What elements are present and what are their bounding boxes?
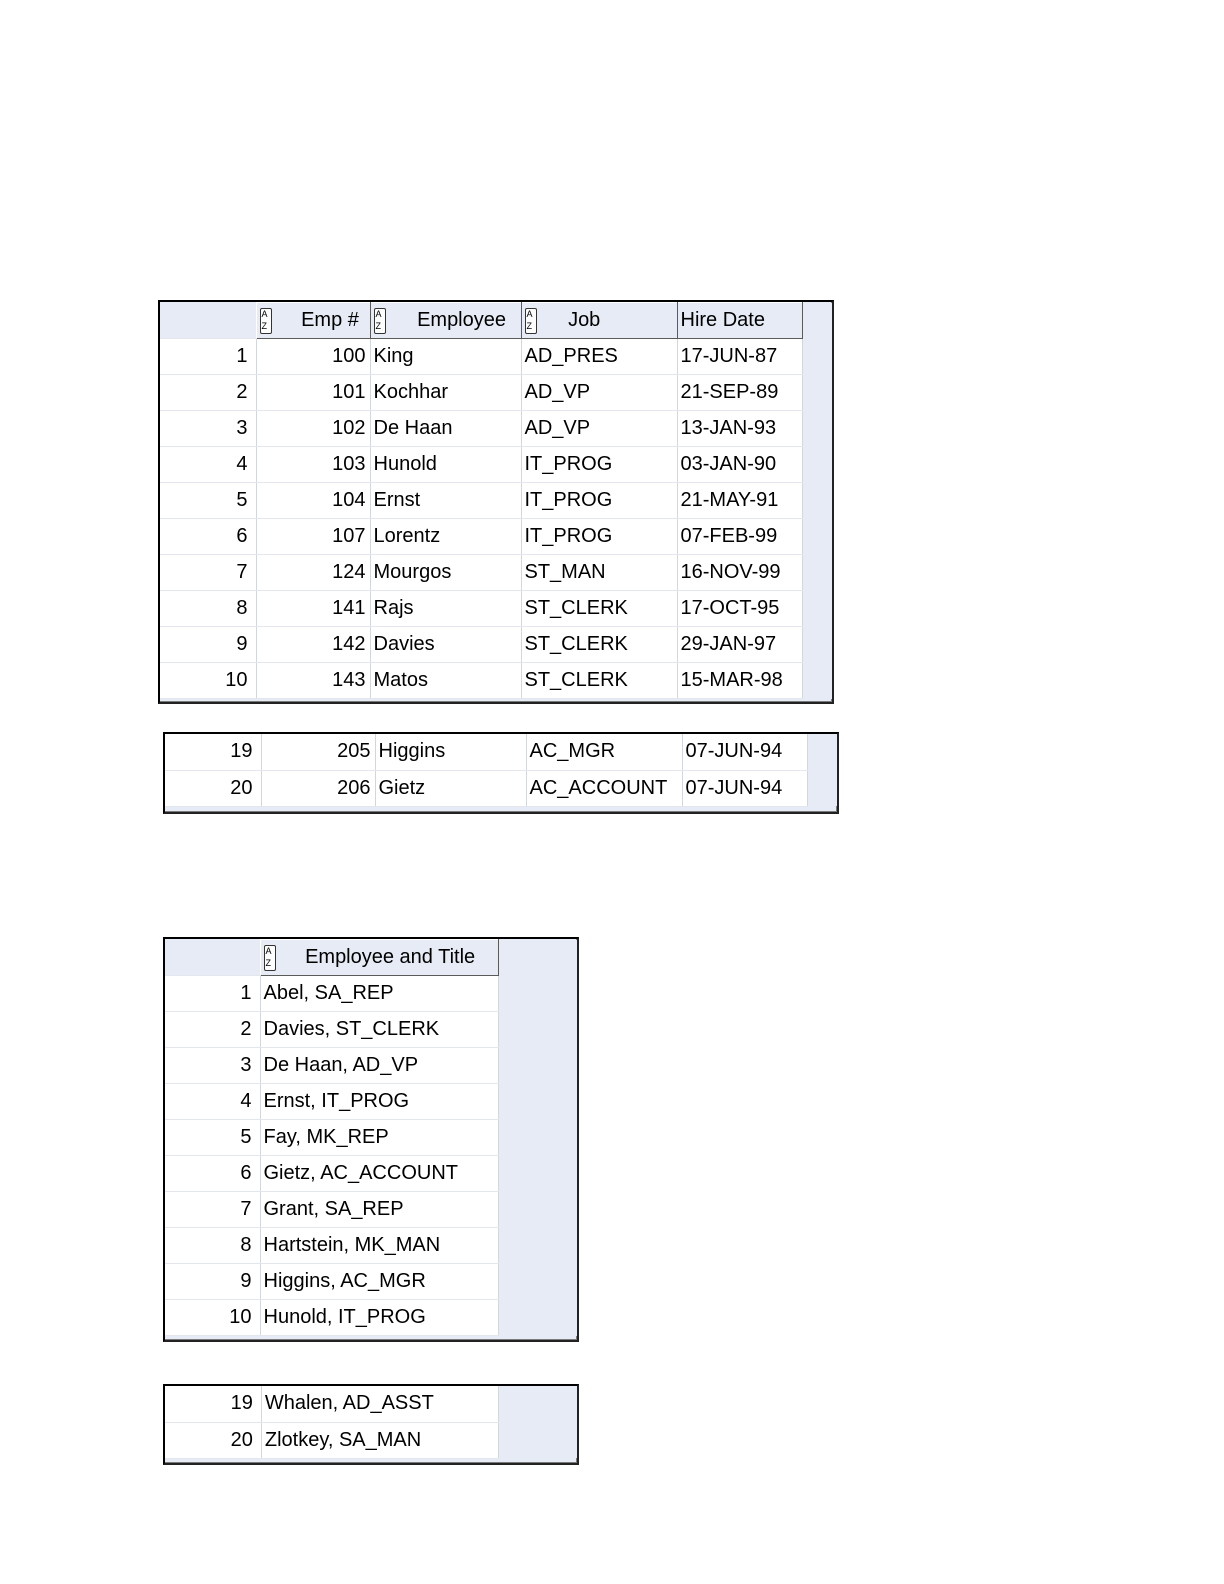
emp-number-cell[interactable]: 205: [261, 734, 375, 770]
row-number: 10: [165, 1300, 260, 1336]
az-sort-icon[interactable]: [525, 308, 537, 334]
job-cell[interactable]: ST_CLERK: [521, 627, 677, 663]
column-header-job[interactable]: [521, 303, 677, 339]
table-row[interactable]: [165, 1084, 577, 1120]
emp-number-cell[interactable]: 104: [256, 483, 370, 519]
grid-filler: [499, 1386, 577, 1422]
employee-name-cell[interactable]: Gietz: [375, 770, 526, 806]
job-cell[interactable]: AD_VP: [521, 375, 677, 411]
table-row[interactable]: [165, 1422, 577, 1458]
row-number: 6: [165, 1156, 260, 1192]
row-number: 2: [165, 1012, 260, 1048]
row-number: 19: [165, 1386, 261, 1422]
emp-number-cell[interactable]: 142: [256, 627, 370, 663]
row-number: 6: [160, 519, 256, 555]
grid-filler: [807, 770, 837, 806]
row-number: 19: [165, 734, 261, 770]
employee-and-title-cell[interactable]: Davies, ST_CLERK: [260, 1012, 498, 1048]
employee-name-cell[interactable]: Matos: [370, 663, 521, 699]
grid-filler: [807, 734, 837, 770]
column-header-employee[interactable]: [370, 303, 521, 339]
emp-number-cell[interactable]: 100: [256, 339, 370, 375]
column-label: Emp #: [301, 309, 359, 331]
job-cell[interactable]: AC_ACCOUNT: [526, 770, 682, 806]
grid-filler: [802, 627, 832, 663]
emp-number-cell[interactable]: 101: [256, 375, 370, 411]
table-row[interactable]: [160, 339, 832, 375]
row-number: 20: [165, 770, 261, 806]
employee-name-cell[interactable]: Higgins: [375, 734, 526, 770]
job-cell[interactable]: AD_PRES: [521, 339, 677, 375]
employee-title-table: [165, 939, 577, 1336]
column-header-emp-number[interactable]: [256, 303, 370, 339]
employee-and-title-cell[interactable]: Zlotkey, SA_MAN: [261, 1422, 498, 1458]
row-number: 1: [165, 976, 260, 1012]
az-sort-icon[interactable]: [374, 308, 386, 334]
employee-title-grid: [163, 937, 579, 1342]
table-row[interactable]: [165, 1228, 577, 1264]
employee-title-table-tail: [165, 1386, 577, 1459]
grid-filler: [499, 1422, 577, 1458]
table-row[interactable]: [160, 663, 832, 699]
grid-filler: [498, 1084, 577, 1120]
employee-name-cell[interactable]: Mourgos: [370, 555, 521, 591]
employee-name-cell[interactable]: Davies: [370, 627, 521, 663]
employee-and-title-cell[interactable]: Abel, SA_REP: [260, 976, 498, 1012]
row-number: 8: [165, 1228, 260, 1264]
row-number: 5: [165, 1120, 260, 1156]
grid-filler: [498, 1048, 577, 1084]
grid-filler: [802, 663, 832, 699]
employee-title-grid-tail: [163, 1384, 579, 1465]
column-header-employee-and-title[interactable]: [260, 940, 498, 976]
hire-date-cell[interactable]: 29-JAN-97: [677, 627, 802, 663]
emp-number-cell[interactable]: 124: [256, 555, 370, 591]
table-row[interactable]: [165, 1012, 577, 1048]
table-row[interactable]: [160, 447, 832, 483]
emp-number-cell[interactable]: 206: [261, 770, 375, 806]
grid-filler: [802, 483, 832, 519]
grid-filler: [498, 1120, 577, 1156]
grid-filler: [498, 1192, 577, 1228]
table-row[interactable]: [160, 519, 832, 555]
grid-filler: [802, 303, 832, 339]
hire-date-cell[interactable]: 17-OCT-95: [677, 591, 802, 627]
row-number: 20: [165, 1422, 261, 1458]
az-sort-icon[interactable]: [264, 945, 276, 971]
job-cell[interactable]: IT_PROG: [521, 483, 677, 519]
grid-filler: [802, 339, 832, 375]
employee-table: [160, 302, 832, 699]
hire-date-cell[interactable]: 07-JUN-94: [682, 770, 807, 806]
grid-filler: [498, 1012, 577, 1048]
grid-filler: [498, 1228, 577, 1264]
job-cell[interactable]: AD_VP: [521, 411, 677, 447]
row-number-header: [165, 940, 260, 976]
row-number: 4: [165, 1084, 260, 1120]
column-label: Hire Date: [680, 309, 765, 332]
grid-filler: [498, 1264, 577, 1300]
grid-filler: [802, 447, 832, 483]
column-label: Employee: [417, 309, 506, 331]
row-number: 5: [160, 483, 256, 519]
hire-date-cell[interactable]: 07-FEB-99: [677, 519, 802, 555]
table-row[interactable]: [165, 976, 577, 1012]
grid-filler: [802, 519, 832, 555]
employee-table-header: [160, 303, 832, 339]
table-row[interactable]: [165, 1120, 577, 1156]
employee-table-tail: [165, 734, 837, 807]
employee-and-title-cell[interactable]: Grant, SA_REP: [260, 1192, 498, 1228]
job-cell[interactable]: IT_PROG: [521, 447, 677, 483]
employee-name-cell[interactable]: Lorentz: [370, 519, 521, 555]
hire-date-cell[interactable]: 21-MAY-91: [677, 483, 802, 519]
employee-and-title-cell[interactable]: Whalen, AD_ASST: [261, 1386, 498, 1422]
table-row[interactable]: [165, 1264, 577, 1300]
job-cell[interactable]: AC_MGR: [526, 734, 682, 770]
column-label: Job: [568, 309, 601, 331]
grid-filler: [802, 555, 832, 591]
employee-results-grid: [158, 300, 834, 704]
table-row[interactable]: [160, 627, 832, 663]
grid-filler: [802, 411, 832, 447]
employee-name-cell[interactable]: King: [370, 339, 521, 375]
emp-number-cell[interactable]: 143: [256, 663, 370, 699]
employee-title-table-header: [165, 940, 577, 976]
employee-name-cell[interactable]: Rajs: [370, 591, 521, 627]
hire-date-cell[interactable]: 21-SEP-89: [677, 375, 802, 411]
row-number: 1: [160, 339, 256, 375]
table-row[interactable]: [160, 591, 832, 627]
employee-name-cell[interactable]: Hunold: [370, 447, 521, 483]
employee-and-title-cell[interactable]: Hartstein, MK_MAN: [260, 1228, 498, 1264]
job-cell[interactable]: ST_MAN: [521, 555, 677, 591]
row-number: 4: [160, 447, 256, 483]
employee-and-title-cell[interactable]: Higgins, AC_MGR: [260, 1264, 498, 1300]
table-row[interactable]: [165, 734, 837, 770]
hire-date-cell[interactable]: 15-MAR-98: [677, 663, 802, 699]
job-cell[interactable]: ST_CLERK: [521, 663, 677, 699]
hire-date-cell[interactable]: 16-NOV-99: [677, 555, 802, 591]
grid-filler: [802, 375, 832, 411]
table-row[interactable]: [165, 1192, 577, 1228]
hire-date-cell[interactable]: 07-JUN-94: [682, 734, 807, 770]
column-label: Employee and Title: [305, 946, 476, 968]
employee-name-cell[interactable]: De Haan: [370, 411, 521, 447]
employee-name-cell[interactable]: Kochhar: [370, 375, 521, 411]
row-number: 3: [165, 1048, 260, 1084]
table-row[interactable]: [160, 555, 832, 591]
column-header-hire-date[interactable]: [677, 303, 802, 339]
table-row[interactable]: [165, 1156, 577, 1192]
employee-and-title-cell[interactable]: Hunold, IT_PROG: [260, 1300, 498, 1336]
emp-number-cell[interactable]: 103: [256, 447, 370, 483]
grid-filler: [802, 591, 832, 627]
grid-filler: [498, 940, 577, 976]
row-number: 7: [160, 555, 256, 591]
az-sort-icon[interactable]: [260, 308, 272, 334]
row-number: 2: [160, 375, 256, 411]
row-number: 9: [165, 1264, 260, 1300]
table-row[interactable]: [165, 770, 837, 806]
employee-and-title-cell[interactable]: De Haan, AD_VP: [260, 1048, 498, 1084]
job-cell[interactable]: ST_CLERK: [521, 591, 677, 627]
grid-filler: [498, 976, 577, 1012]
hire-date-cell[interactable]: 13-JAN-93: [677, 411, 802, 447]
emp-number-cell[interactable]: 107: [256, 519, 370, 555]
employee-results-grid-tail: [163, 732, 839, 814]
row-number: 3: [160, 411, 256, 447]
table-row[interactable]: [165, 1386, 577, 1422]
table-row[interactable]: [160, 483, 832, 519]
employee-and-title-cell[interactable]: Gietz, AC_ACCOUNT: [260, 1156, 498, 1192]
table-row[interactable]: [165, 1048, 577, 1084]
emp-number-cell[interactable]: 102: [256, 411, 370, 447]
hire-date-cell[interactable]: 03-JAN-90: [677, 447, 802, 483]
employee-and-title-cell[interactable]: Fay, MK_REP: [260, 1120, 498, 1156]
emp-number-cell[interactable]: 141: [256, 591, 370, 627]
job-cell[interactable]: IT_PROG: [521, 519, 677, 555]
table-row[interactable]: [165, 1300, 577, 1336]
grid-filler: [498, 1300, 577, 1336]
employee-and-title-cell[interactable]: Ernst, IT_PROG: [260, 1084, 498, 1120]
employee-name-cell[interactable]: Ernst: [370, 483, 521, 519]
row-number: 8: [160, 591, 256, 627]
row-number: 10: [160, 663, 256, 699]
hire-date-cell[interactable]: 17-JUN-87: [677, 339, 802, 375]
row-number: 7: [165, 1192, 260, 1228]
table-row[interactable]: [160, 375, 832, 411]
grid-filler: [498, 1156, 577, 1192]
row-number: 9: [160, 627, 256, 663]
table-row[interactable]: [160, 411, 832, 447]
row-number-header: [160, 303, 256, 339]
